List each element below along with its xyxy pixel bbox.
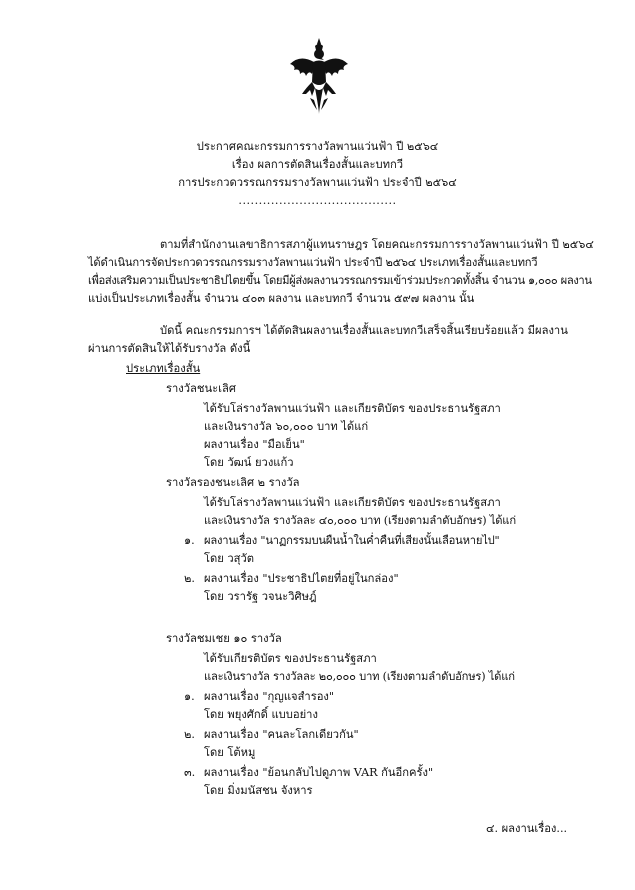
runner-up-number-2: ๒.: [184, 572, 195, 585]
result-line-2: ผ่านการตัดสินให้ได้รับรางวัล ดังนี้: [88, 342, 251, 355]
honorable-number-3: ๓.: [184, 766, 196, 779]
runner-up-work-1: ผลงานเรื่อง "นาฏกรรมบนผืนน้ำในค่ำคืนที่เสียงนั้นเลือนหายไป": [204, 534, 500, 547]
honorable-heading: รางวัลชมเชย ๑๐ รางวัล: [166, 632, 282, 645]
honorable-number-1: ๑.: [184, 690, 195, 703]
runner-up-award-line-2: และเงินรางวัล รางวัลละ ๔๐,๐๐๐ บาท (เรียงตามลำดับอักษร) ได้แก่: [204, 514, 516, 527]
intro-line-4: แบ่งเป็นประเภทเรื่องสั้น จำนวน ๔๐๓ ผลงาน และบทกวี จำนวน ๕๙๗ ผลงาน นั้น: [88, 292, 475, 305]
honorable-number-2: ๒.: [184, 728, 195, 741]
winner-author: โดย วัฒน์ ยวงแก้ว: [204, 456, 294, 469]
honorable-award-line-2: และเงินรางวัล รางวัลละ ๒๐,๐๐๐ บาท (เรียงตามลำดับอักษร) ได้แก่: [204, 670, 515, 683]
honorable-author-1: โดย พยุงศักดิ์ แบบอย่าง: [204, 708, 318, 721]
runner-up-work-2: ผลงานเรื่อง "ประชาธิปไตยที่อยู่ในกล่อง": [204, 572, 399, 585]
runner-up-author-1: โดย วสุวัต: [204, 552, 255, 565]
announcement-subtitle: การประกวดวรรณกรรมรางวัลพานแว่นฟ้า ประจำปี ๒๕๖๔: [178, 176, 457, 189]
category-heading: ประเภทเรื่องสั้น: [126, 362, 201, 375]
garuda-emblem: [288, 36, 350, 116]
runner-up-award-line-1: ได้รับโล่รางวัลพานแว่นฟ้า และเกียรติบัตร ของประธานรัฐสภา: [204, 496, 501, 509]
intro-line-3: เพื่อส่งเสริมความเป็นประชาธิปไตยขึ้น โดยมีผู้ส่งผลงานวรรณกรรมเข้าร่วมประกวดทั้งสิ้น จำนวน ๑,๐๐๐ ผลงาน: [88, 274, 592, 287]
separator-dots: .......................................: [238, 194, 397, 207]
honorable-work-1: ผลงานเรื่อง "กุญแจสำรอง": [204, 690, 335, 703]
runner-up-author-2: โดย วรารัฐ วจนะวิศิษฎ์: [204, 590, 317, 603]
intro-line-1: ตามที่สำนักงานเลขาธิการสภาผู้แทนราษฎร โดยคณะกรรมการรางวัลพานแว่นฟ้า ปี ๒๕๖๔: [160, 238, 594, 251]
winner-work: ผลงานเรื่อง "มือเย็น": [204, 438, 305, 451]
honorable-award-line-1: ได้รับเกียรติบัตร ของประธานรัฐสภา: [204, 652, 377, 665]
winner-award-line-1: ได้รับโล่รางวัลพานแว่นฟ้า และเกียรติบัตร ของประธานรัฐสภา: [204, 402, 501, 415]
winner-heading: รางวัลชนะเลิศ: [166, 382, 236, 395]
winner-award-line-2: และเงินรางวัล ๖๐,๐๐๐ บาท ได้แก่: [204, 420, 369, 433]
honorable-work-3: ผลงานเรื่อง "ย้อนกลับไปดูภาพ VAR กันอีกครั้ง": [204, 766, 434, 779]
announcement-subject: เรื่อง ผลการตัดสินเรื่องสั้นและบทกวี: [231, 158, 404, 171]
announcement-title: ประกาศคณะกรรมการรางวัลพานแว่นฟ้า ปี ๒๕๖๔: [196, 140, 439, 153]
runner-up-number-1: ๑.: [184, 534, 195, 547]
honorable-author-2: โดย โต้หมู: [204, 746, 256, 759]
intro-line-2: ได้ดำเนินการจัดประกวดวรรณกรรมรางวัลพานแว่นฟ้า ประจำปี ๒๕๖๔ ประเภทเรื่องสั้นและบทกวี: [88, 256, 538, 269]
result-line-1: บัดนี้ คณะกรรมการฯ ได้ตัดสินผลงานเรื่องสั้นและบทกวีเสร็จสิ้นเรียบร้อยแล้ว มีผลงาน: [160, 324, 568, 337]
honorable-work-2: ผลงานเรื่อง "คนละโลกเดียวกัน": [204, 728, 359, 741]
continuation-note: ๔. ผลงานเรื่อง...: [486, 822, 568, 835]
honorable-author-3: โดย มิ่งมนัสชน จังหาร: [204, 784, 313, 797]
runner-up-heading: รางวัลรองชนะเลิศ ๒ รางวัล: [166, 476, 300, 489]
